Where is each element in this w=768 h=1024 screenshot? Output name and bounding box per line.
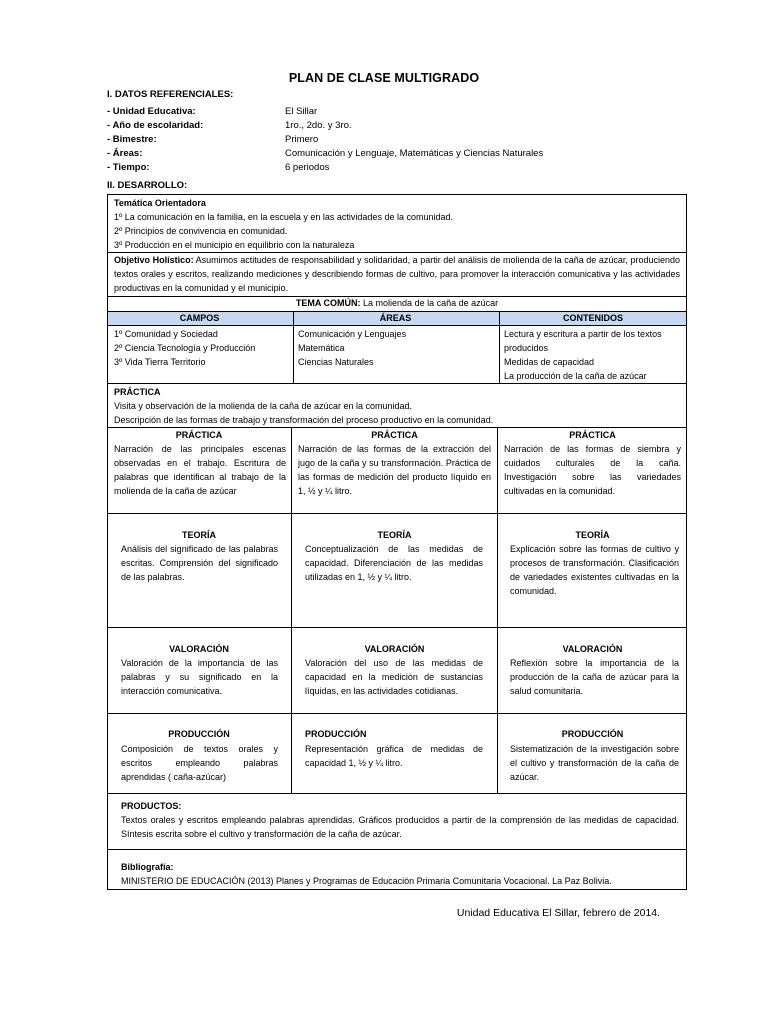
ref-value-bimestre: Primero <box>285 134 319 145</box>
tematica-item-2: 2º Principios de convivencia en comunidad. <box>114 226 288 236</box>
practica-general-heading: PRÁCTICA <box>114 387 161 397</box>
footer-signature-line: Unidad Educativa El Sillar, febrero de 2014. <box>456 907 660 919</box>
divider <box>499 311 500 383</box>
bibliografia-text: MINISTERIO DE EDUCACIÓN (2013) Planes y Programas de Educación Primaria Comunitaria Vocacional. La Paz Bolivia. <box>121 876 612 886</box>
ref-value-anio: 1ro., 2do. y 3ro. <box>285 120 352 131</box>
document-title: PLAN DE CLASE MULTIGRADO <box>288 71 480 85</box>
contenido-1: Lectura y escritura a partir de los textos producidos <box>504 329 662 353</box>
col3-valoracion-heading: VALORACIÓN <box>562 644 623 654</box>
tema-comun-label: TEMA COMÚN: <box>295 298 361 308</box>
col3-produccion-text: Sistematización de la investigación sobre el cultivo y transformación de la caña de azúcar. <box>510 744 679 782</box>
col2-valoracion-text: Valoración del uso de las medidas de capacidad en la medición de sustancias líquidas, en las actividades cotidianas. <box>305 658 483 696</box>
divider <box>107 849 687 850</box>
ref-label-tiempo: - Tiempo: <box>107 162 150 173</box>
col1-valoracion-heading: VALORACIÓN <box>169 644 229 654</box>
contenido-2: Medidas de capacidad <box>504 357 595 367</box>
section-desarrollo: II. DESARROLLO: <box>107 180 188 191</box>
col2-produccion-text: Representación gráfica de medidas de capacidad 1, ½ y ¼ litro. <box>305 744 483 768</box>
header-areas: ÁREAS <box>379 313 412 323</box>
campo-3: 3º Vida Tierra Territorio <box>114 357 206 367</box>
divider <box>107 627 687 628</box>
col1-produccion-heading: PRODUCCIÓN <box>168 729 230 739</box>
col2-teoria-heading: TEORÍA <box>377 530 412 540</box>
col3-practica-heading: PRÁCTICA <box>569 430 616 440</box>
area-1: Comunicación y Lenguajes <box>298 329 407 339</box>
header-contenidos: CONTENIDOS <box>562 313 623 323</box>
campo-2: 2º Ciencia Tecnología y Producción <box>114 343 256 353</box>
tematica-item-3: 3º Producción en el municipio en equilibrio con la naturaleza <box>114 240 355 250</box>
col3-practica-text: Narración de las formas de siembra y cuidados culturales de la caña. Investigación sobre las variedades cultivadas en la comunidad. <box>504 444 681 496</box>
col1-produccion-text: Composición de textos orales y escritos empleando palabras aprendidas ( caña-azúcar) <box>121 744 278 782</box>
col1-practica-heading: PRÁCTICA <box>175 430 223 440</box>
divider <box>291 427 292 793</box>
productos-heading: PRODUCTOS: <box>121 801 182 811</box>
tematica-item-1: 1º La comunicación en la familia, en la escuela y en las actividades de la comunidad. <box>114 212 453 222</box>
col1-valoracion-text: Valoración de la importancia de las palabras y su significado en la interacción comunicativa. <box>121 658 278 696</box>
divider <box>107 325 687 326</box>
header-campos: CAMPOS <box>179 313 220 323</box>
ref-value-unidad: El Sillar <box>285 106 318 117</box>
ref-label-areas: - Áreas: <box>107 148 143 159</box>
col2-teoria-text: Conceptualización de las medidas de capacidad. Diferenciación de las medidas utilizadas en 1, ½ y ¼ litro. <box>305 544 483 582</box>
col2-produccion-heading: PRODUCCIÓN <box>305 729 367 739</box>
divider <box>107 793 687 794</box>
campo-1: 1º Comunidad y Sociedad <box>114 329 218 339</box>
area-2: Matemática <box>298 343 345 353</box>
divider <box>107 383 687 384</box>
practica-general-line-2: Descripción de las formas de trabajo y transformación del proceso productivo en la comunidad. <box>114 415 494 425</box>
objetivo-holistico <box>114 253 680 295</box>
productos-text: Textos orales y escritos empleando palabras aprendidas. Gráficos producidos a partir de la comprensión de las medidas de capacidad. Síntesis escrita sobre el cultivo y transformación de la caña de azúcar. <box>121 815 679 839</box>
divider <box>107 513 687 514</box>
col3-valoracion-text: Reflexión sobre la importancia de la producción de la caña de azúcar para la salud comunitaria. <box>510 658 679 696</box>
ref-label-unidad: - Unidad Educativa: <box>107 106 196 117</box>
ref-value-tiempo: 6 periodos <box>285 162 330 173</box>
col2-valoracion-heading: VALORACIÓN <box>364 644 425 654</box>
col2-practica-heading: PRÁCTICA <box>371 430 418 440</box>
objetivo-heading: Objetivo Holístico: <box>114 255 194 265</box>
practica-general-line-1: Visita y observación de la molienda de la caña de azúcar en la comunidad. <box>114 401 413 411</box>
contenido-3: La producción de la caña de azúcar <box>504 371 647 381</box>
col1-practica-text: Narración de las principales escenas observadas en el trabajo. Escritura de palabras que identifican al trabajo de la molienda de la caña de azúcar <box>114 444 286 496</box>
tematica-heading: Temática Orientadora <box>114 198 206 208</box>
ref-label-bimestre: - Bimestre: <box>107 134 157 145</box>
tema-comun <box>107 296 687 310</box>
divider <box>293 311 294 383</box>
ref-label-anio: - Año de escolaridad: <box>107 120 204 131</box>
ref-value-areas: Comunicación y Lenguaje, Matemáticas y Ciencias Naturales <box>285 148 544 159</box>
col3-teoria-text: Explicación sobre las formas de cultivo y procesos de transformación. Clasificación de variedades existentes cultivadas en la comunidad. <box>510 544 679 596</box>
tema-comun-text: La molienda de la caña de azúcar <box>360 298 499 308</box>
bibliografia-heading: Bibliografía: <box>121 862 174 872</box>
divider <box>107 713 687 714</box>
col1-teoria-text: Análisis del significado de las palabras escritas. Comprensión del significado de las palabras. <box>121 544 278 582</box>
col1-teoria-heading: TEORÍA <box>181 530 216 540</box>
area-3: Ciencias Naturales <box>298 357 374 367</box>
col3-teoria-heading: TEORÍA <box>575 530 610 540</box>
section-datos-referenciales: I. DATOS REFERENCIALES: <box>107 89 234 100</box>
objetivo-text: Asumimos actitudes de responsabilidad y solidaridad, a partir del análisis de molienda de la caña de azúcar, produciendo textos orales y escritos, realizando mediciones y describiendo formas de cultivo, para promover la interacción comunicativa y las actividades productivas en la comunidad y el municipio. <box>114 255 680 293</box>
col3-produccion-heading: PRODUCCIÓN <box>561 729 624 739</box>
col2-practica-text: Narración de las formas de la extracción del jugo de la caña y su transformación. Práctica de las formas de medición del producto líquido en 1, ½ y ¼ litro. <box>298 444 491 496</box>
